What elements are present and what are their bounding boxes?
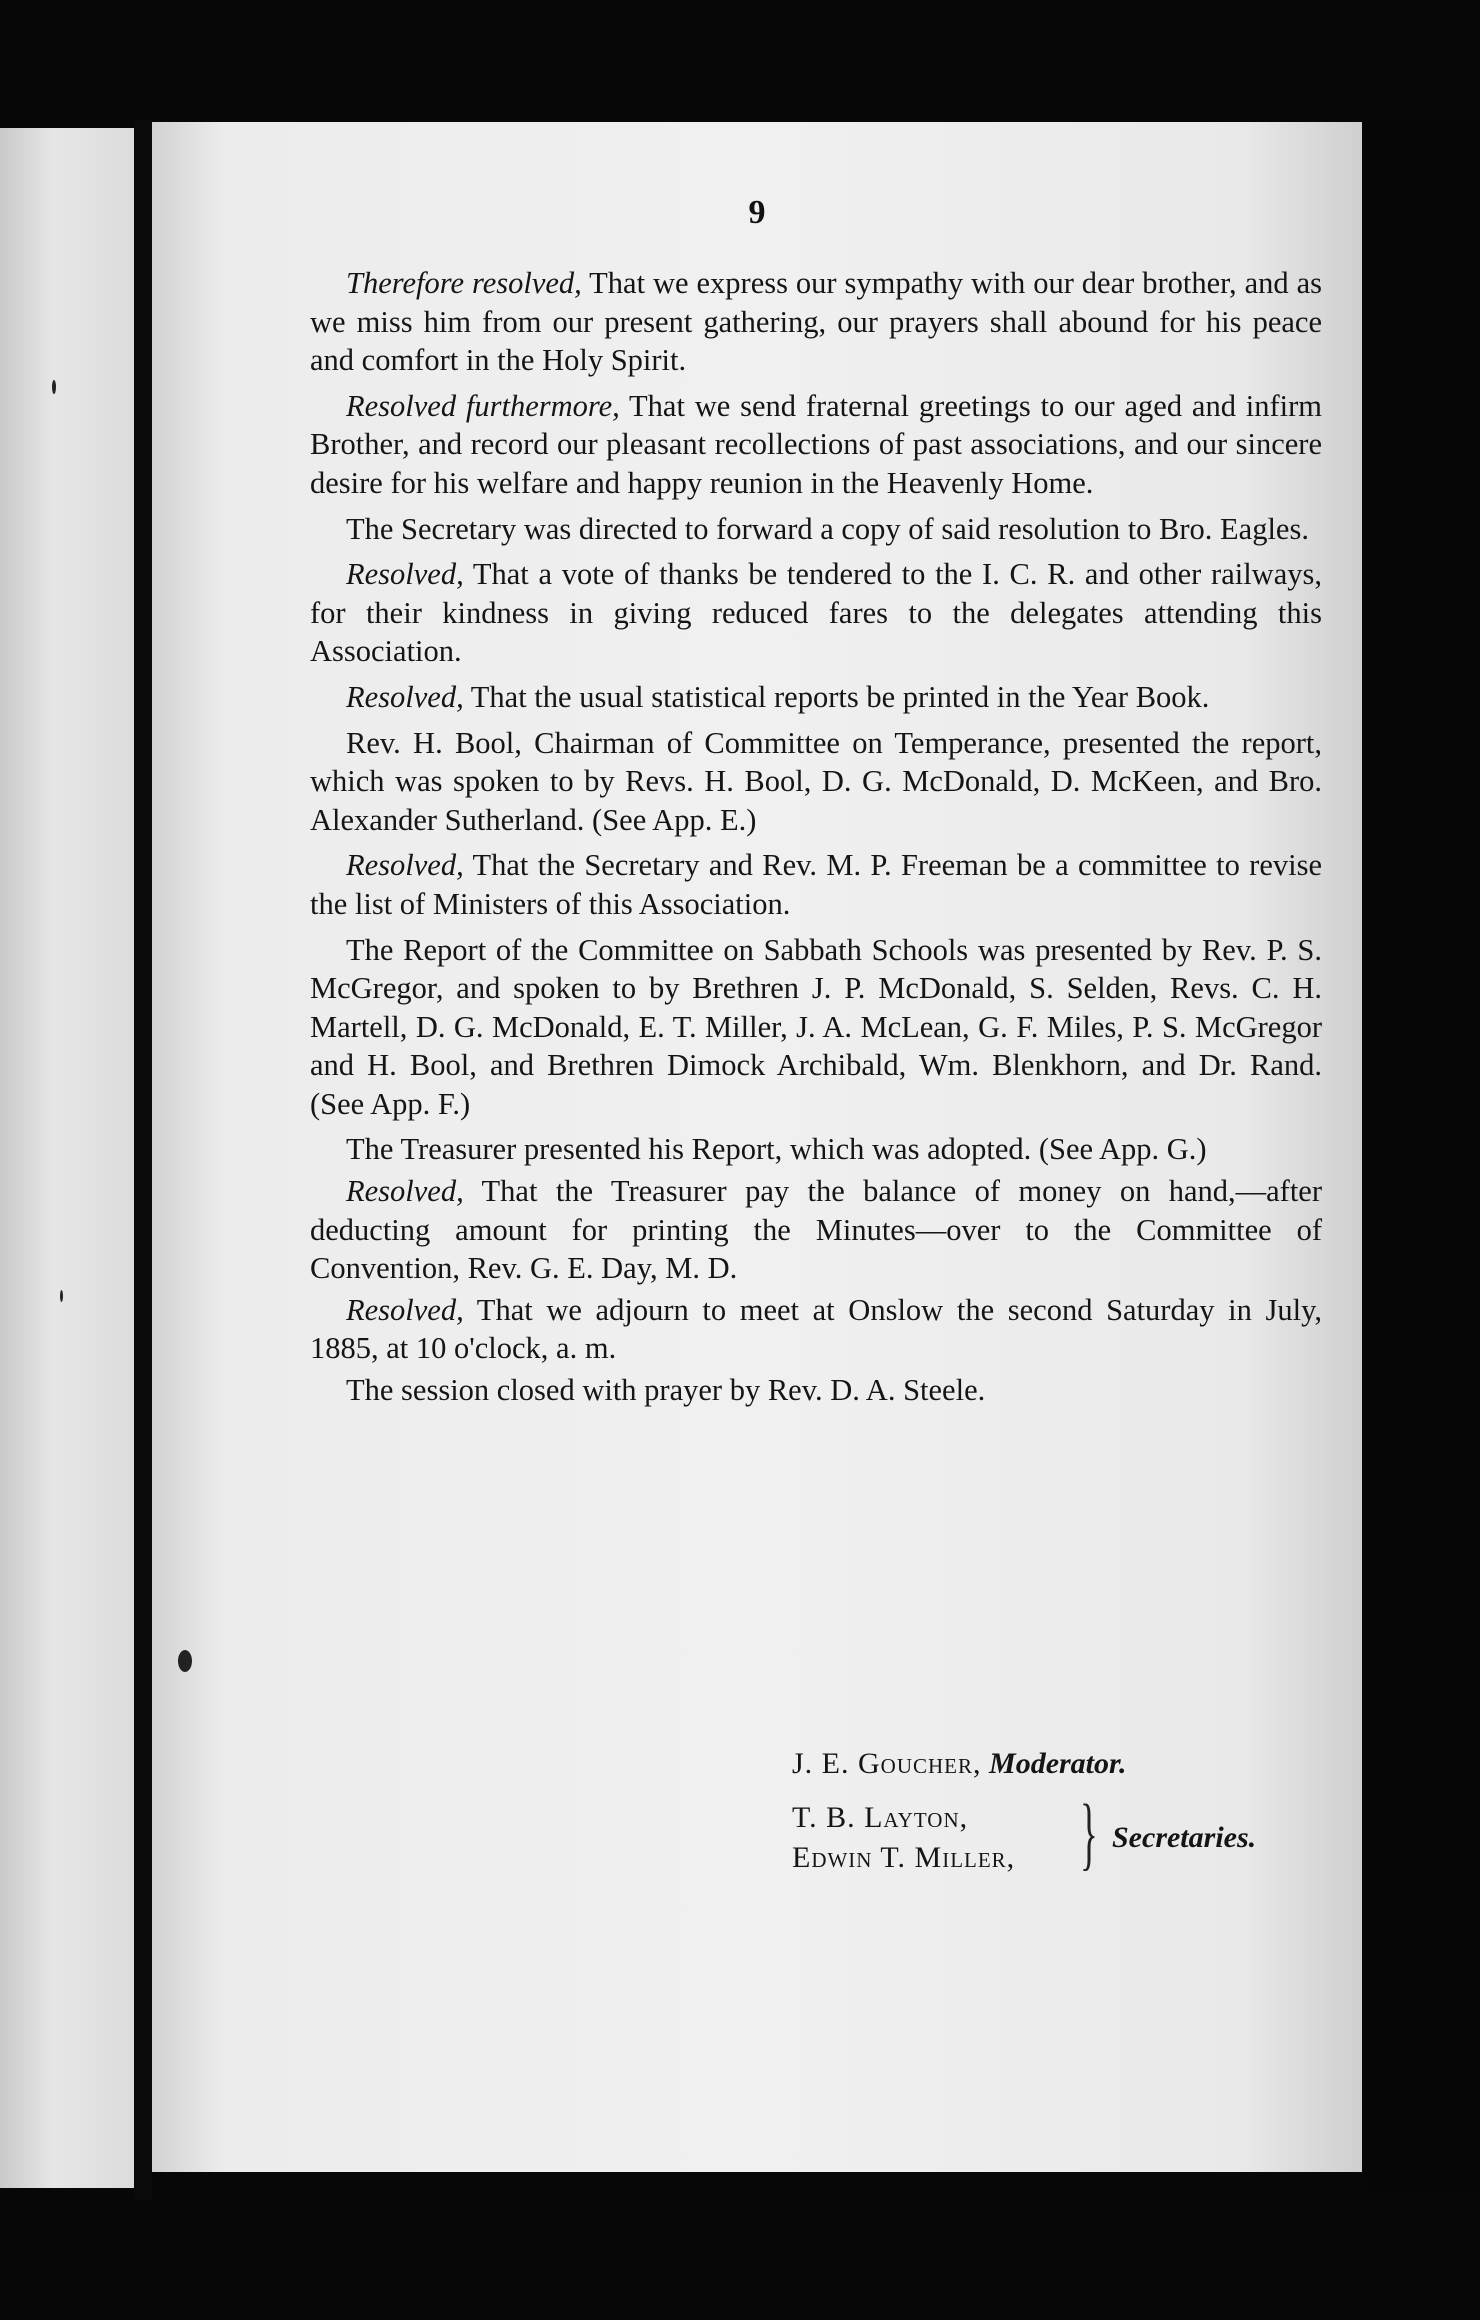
secretaries-role: Secretaries. — [1112, 1821, 1257, 1854]
paragraph-vote-of-thanks — [310, 555, 1322, 671]
scan-speck — [60, 1290, 63, 1302]
paragraph-lead: Resolved furthermore, — [346, 388, 620, 423]
moderator-role: Moderator. — [989, 1747, 1127, 1780]
paragraph-text: That the Secretary and Rev. M. P. Freeman be a committee to revise the list of Ministers of this Association. — [310, 848, 1322, 921]
secretary-names — [792, 1798, 1015, 1878]
paragraph-lead: Therefore resolved, — [346, 266, 582, 300]
paragraph-secretary-directed — [310, 510, 1322, 549]
paragraph-revise-ministers-list — [310, 846, 1322, 923]
moderator-name: J. E. Goucher, — [792, 1747, 982, 1780]
minutes-body — [310, 264, 1322, 1417]
signature-block — [792, 1744, 1352, 1882]
paragraph-text: That a vote of thanks be tendered to the I. C. R. and other railways, for their kindness in giving reduced fares to the delegates attending this Association. — [310, 557, 1322, 669]
paragraph-therefore-resolved — [310, 264, 1322, 380]
paragraph-text: That the usual statistical reports be printed in the Year Book. — [463, 679, 1210, 714]
secretary-name: T. B. Layton, — [792, 1801, 969, 1834]
paragraph-text: That we adjourn to meet at Onslow the second Saturday in July, 1885, at 10 o'clock, a. m. — [310, 1292, 1322, 1366]
paragraph-lead: Resolved, — [346, 1292, 464, 1327]
paragraph-text: The Treasurer presented his Report, which was adopted. (See App. G.) — [346, 1132, 1207, 1167]
moderator-signature — [792, 1744, 1352, 1784]
scan-speck — [52, 380, 56, 394]
paragraph-resolved-furthermore — [310, 387, 1322, 503]
scan-border — [1362, 118, 1480, 2198]
paragraph-text: Rev. H. Bool, Chairman of Committee on Temperance, presented the report, which was spoken to by Revs. H. Bool, D. G. McDonald, D. McKeen, and Bro. Alexander Sutherland. (See App. E.) — [310, 725, 1322, 837]
brace-glyph: } — [1080, 1787, 1098, 1878]
paragraph-text: The session closed with prayer by Rev. D. A. Steele. — [346, 1373, 986, 1408]
paragraph-adjourn — [310, 1291, 1322, 1368]
facing-page-edge — [0, 128, 134, 2188]
paragraph-treasurer-report — [310, 1130, 1322, 1169]
secretary-name: Edwin T. Miller, — [792, 1841, 1016, 1874]
paragraph-temperance-report — [310, 724, 1322, 840]
secretaries-signature — [792, 1787, 1352, 1882]
paragraph-text: The Report of the Committee on Sabbath Schools was presented by Rev. P. S. McGregor, and spoken to by Brethren J. P. McDonald, S. Selden, Revs. C. H. Martell, D. G. McDonald, E. T. Miller, J. A. McLean, G. F. Miles, P. S. McGregor and H. Bool, and Brethren Dimock Archibald, Wm. Blenkhorn, and Dr. Rand. (See App. F.) — [310, 932, 1322, 1121]
book-gutter — [134, 120, 152, 2200]
paragraph-text: The Secretary was directed to forward a copy of said resolution to Bro. Eagles. — [346, 511, 1309, 546]
paragraph-session-closed — [310, 1371, 1322, 1410]
page-number: 9 — [748, 194, 766, 231]
document-page — [152, 122, 1362, 2172]
paragraph-lead: Resolved, — [346, 679, 464, 714]
paragraph-text: That the Treasurer pay the balance of money on hand,—after deducting amount for printing the Minutes—over to the Committee of Convention, Rev. G. E. Day, M. D. — [310, 1174, 1322, 1286]
paragraph-lead: Resolved, — [346, 1174, 464, 1209]
paragraph-statistical-reports — [310, 678, 1322, 717]
paragraph-lead: Resolved, — [346, 848, 464, 883]
paragraph-sabbath-schools-report — [310, 931, 1322, 1124]
paragraph-text: That we express our sympathy with our dear brother, and as we miss him from our present gathering, our prayers shall abound for his peace and comfort in the Holy Spirit. — [310, 266, 1322, 378]
paragraph-text: That we send fraternal greetings to our aged and infirm Brother, and record our pleasant recollections of past associations, and our sincere desire for his welfare and happy reunion in the Heavenly Home. — [310, 388, 1322, 500]
paragraph-lead: Resolved, — [346, 557, 464, 592]
paragraph-treasurer-balance — [310, 1172, 1322, 1288]
scan-speck — [178, 1650, 192, 1672]
